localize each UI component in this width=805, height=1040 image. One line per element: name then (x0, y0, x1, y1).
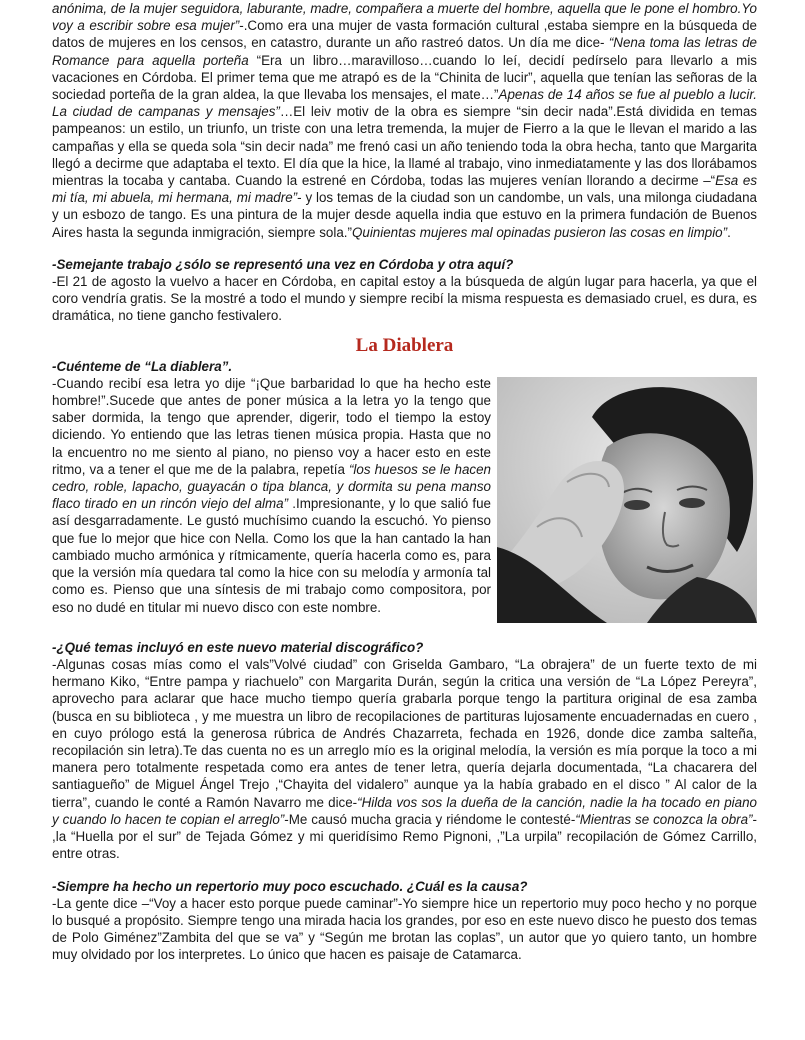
portrait-photo (497, 377, 757, 623)
intro-quote-3: “Nena toma las letras de Romance para aquella porteña (52, 35, 757, 68)
answer-1: -El 21 de agosto la vuelvo a hacer en Córdoba, en capital estoy a la búsqueda de algún lugar para hacerla, ya que el coro vendría gratis. Se la mostré a todo el mundo y siempre recibí la misma respuesta es demasiado cruel, es dura, es dramática, no tiene gancho festivalero. (52, 274, 757, 324)
question-1: -Semejante trabajo ¿sólo se representó una vez en Córdoba y otra aquí? (52, 256, 514, 272)
answer-3 (52, 656, 757, 862)
answer-3-part-3: -Me causó mucha gracia y riéndome le contesté- (284, 811, 576, 827)
article (52, 0, 757, 964)
intro-text-4: “Era un libro…maravilloso…cuando lo leí, decidí pedírselo para llevarlo a mis vacaciones en Córdoba. El primer tema que me atrapó es de la “Chinita de lucir”, aquella que tenían las señoras de la sociedad porteña de la gran aldea, la que llevaba los mensajes, el mate…” (52, 52, 758, 103)
section-title: La Diablera (355, 334, 454, 356)
intro-text-8: - y los temas de la ciudad son un candombe, un vals, una milonga ciudadana y un esbozo de tango. Es una pintura de la mujer desde aquella india que estuvo en la primera fundación de Buenos Aires hasta la segunda inmigración, siempre sola.” (52, 190, 757, 240)
intro-text-6: …El leiv motiv de la obra es siempre “sin decir nada”.Está dividida en temas pampeanos: un estilo, un triunfo, un triste con una letra tremenda, la mujer de Fierro a la que le llevan el marido a las campañas y ella se queda sola “sin decir nada” me frenó casi un año teniendo toda la obra hecha, tanto que Margarita llegó a decirme que adaptaba el texto. El día que la hice, la llamé al trabajo, vino inmediatamente y las dos llorábamos mientras la tocaba y cantaba. Cuando la estrené en Córdoba, todas las mujeres venían llorando a decirme –“ (52, 104, 757, 189)
answer-3-part-1: -Algunas cosas mías como el vals”Volvé ciudad” con Griselda Gambaro, “La obrajera” de un fuerte texto de mi hermano Kiko, “Entre pampa y riachuelo” con Margarita Durán, según la critica una versión de “La López Pereyra”, aprovecho para aclarar que hace mucho tiempo quería grabarla porque tengo la partitura original de esa zamba (busca en su biblioteca , y me muestra un libro de recopilaciones de partituras lujosamente encuadernadas en cuero , en cuyo prólogo está la generosa rúbrica de Andrés Chazarreta, fechada en 1926, donde dice zamba salteña, recopilación sin letra).Te das cuenta no es un arreglo mío es la original melodía, la versión es mía porque la toco a mi manera pero totalmente respetada como era antes de tener letra, quería dejarla documentada, “La chacarera del santiagueño” de Miguel Ángel Trejo ,“Chayita del vidalero” aunque ya la había grabado en el disco ” Al calor de la tierra”, cuando le conté a Ramón Navarro me dice- (52, 657, 757, 810)
question-4: -Siempre ha hecho un repertorio muy poco escuchado. ¿Cuál es la causa? (52, 878, 528, 894)
answer-2-part-3: .Impresionante, y lo que salió fue así desgarradamente. Le gustó muchísimo cuando la escuchó. Yo pienso que fue lo mejor que hice con Nella. Como los que la han cantado la han cambiado mucho armónica y rítmicamente, quería hacerla como es, para que la versión mía quedara tal como la hice con su melodía y armonía tal como es. Pienso que una síntesis de mi trabajo como compositora, por eso no dudé en titular mi nuevo disco con este nombre. (52, 496, 491, 615)
question-3: -¿Qué temas incluyó en este nuevo material discográfico? (52, 639, 424, 655)
answer-2-part-1: -Cuando recibí esa letra yo dije “¡Que barbaridad lo que ha hecho este hombre!”.Sucede que antes de poner música a la letra yo la tengo que saber dormida, la tengo que aprender, digerir, todo el tiempo la estoy diciendo. Yo entiendo que las letras tienen música propia. Hasta que no la encuentro no me siento al piano, no pienso voy a hacer esto en este ritmo, va a tener el que me de la palabra, repetía (52, 375, 491, 477)
intro-quote-9: Quinientas mujeres mal opinadas pusieron las cosas en limpio” (351, 224, 728, 240)
question-2: -Cuénteme de “La diablera”. (52, 358, 233, 374)
intro-text-10: . (727, 224, 731, 240)
answer-3-part-5: - ,la “Huella por el sur” de Tejada Gómez y mi queridísimo Remo Pignoni, ,”La urpila” recopilación de Gómez Carrillo, entre otras. (52, 811, 757, 862)
answer-3-quote-1: “Hilda vos sos la dueña de la canción, nadie la ha tocado en piano y cuando lo hacen te copian el arreglo” (52, 794, 757, 827)
intro-quote-1: anónima, de la mujer seguidora, laburante, madre, compañera a muerte del hombre, aquella que le pone el hombro.Yo voy a escribir sobre esa mujer” (52, 1, 757, 34)
answer-3-quote-2: “Mientras se conozca la obra” (575, 811, 753, 827)
intro-paragraph (52, 0, 757, 241)
intro-text-2: -.Como era una mujer de vasta formación cultural ,estaba siempre en la búsqueda de datos de mujeres en los censos, en catastro, durante un año rastreó datos. Un día me dice- (52, 18, 757, 51)
answer-2-quote: “los huesos se le hacen cedro, roble, lapacho, guayacán o tipa blanca, y dormita su pena manso flaco tirado en un rincón viejo del alma” (52, 461, 491, 512)
answer-4: -La gente dice –“Voy a hacer esto porque puede caminar”-Yo siempre hice un repertorio muy poco hecho y no porque lo busqué a propósito. Siempre tengo una mirada hacia los grandes, por eso en este nuevo disco he puesto dos temas de Polo Giménez”Zambita del que se va” y “Según me brotan las coplas”, un autor que yo quiero tanto, un hombre muy olvidado por los interpretes. Lo único que hacen es paisaje de Catamarca. (52, 895, 757, 963)
intro-quote-5: Apenas de 14 años se fue al pueblo a lucir. La ciudad de campanas y mensajes” (52, 87, 757, 120)
intro-quote-7: Esa es mi tía, mi abuela, mi hermana, mi madre” (52, 173, 758, 206)
